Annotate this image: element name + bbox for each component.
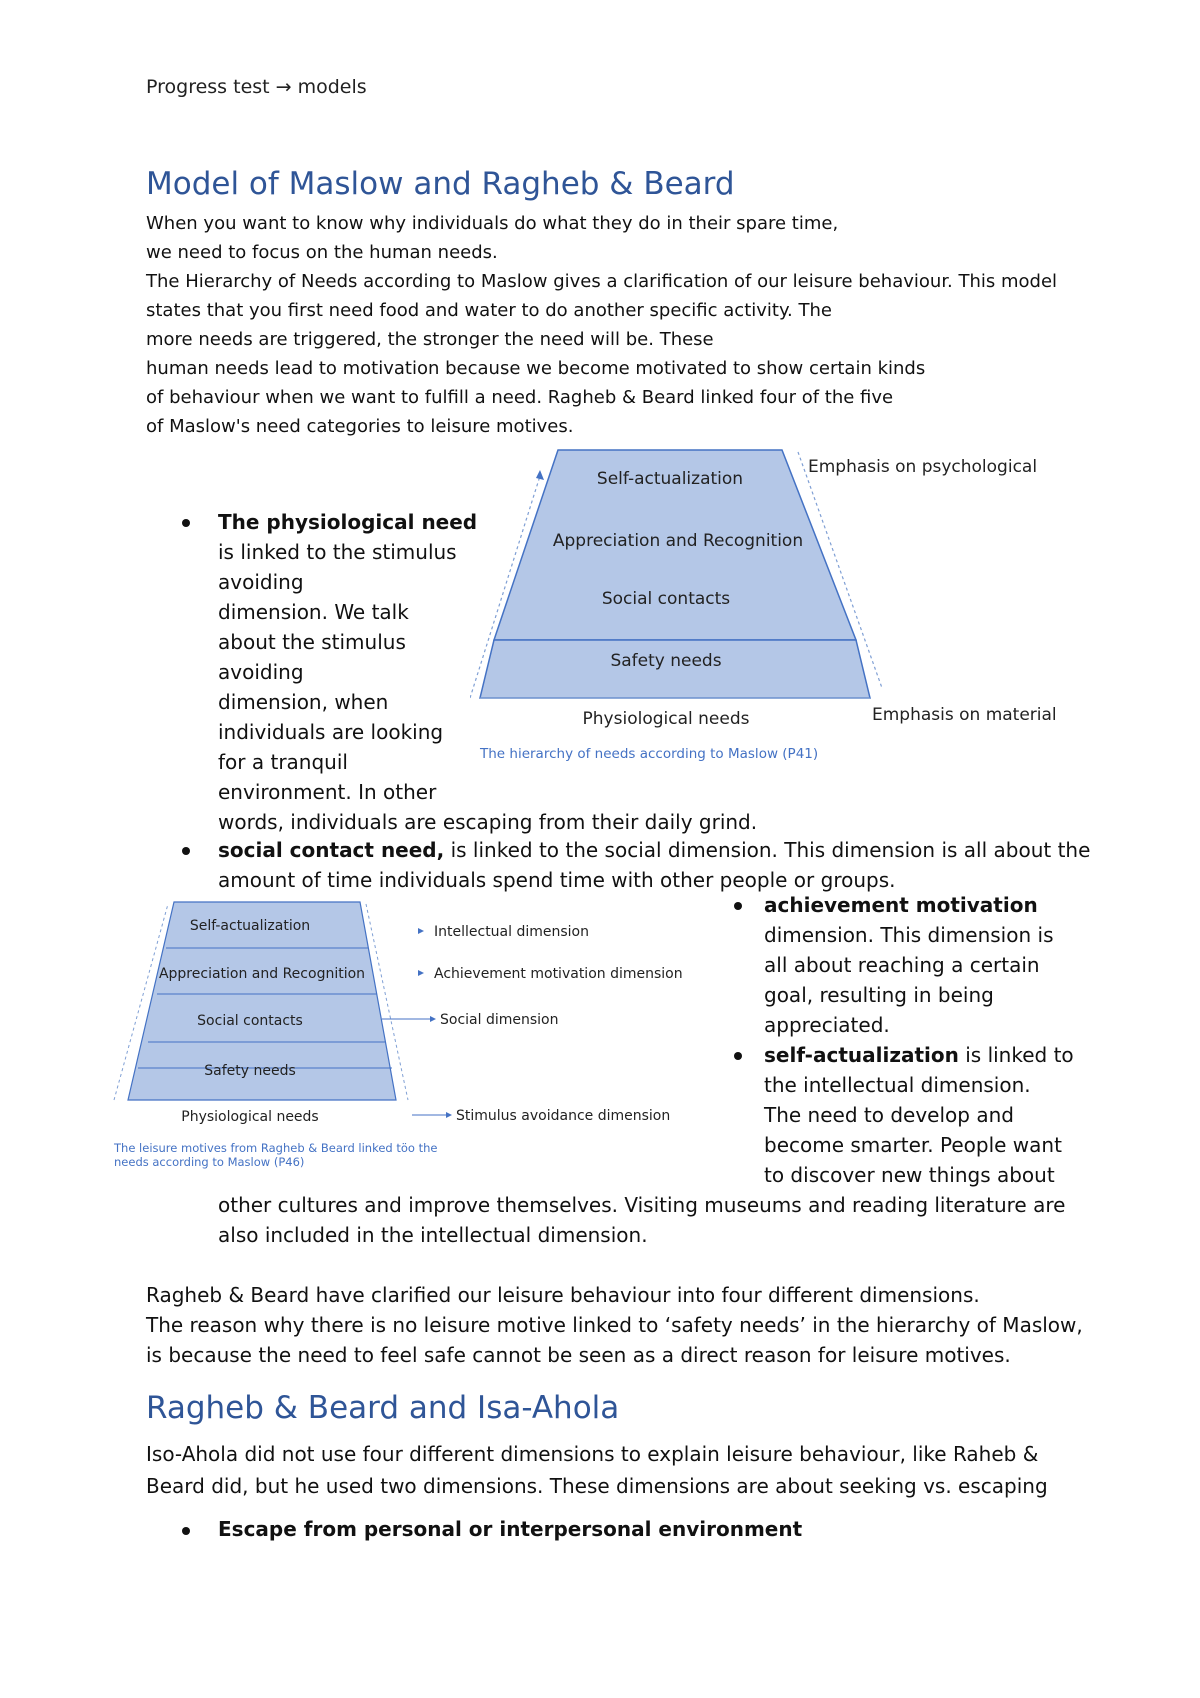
bullet-escape: Escape from personal or interpersonal environment (218, 1517, 803, 1541)
bullet-achievement: achievement motivation dimension. This dimension is all about reaching a certain goal, resulting in being appreciated. (764, 893, 1054, 1037)
intro-line: more needs are triggered, the stronger the need will be. These (146, 329, 714, 350)
dimension-label: Achievement motivation dimension (434, 966, 683, 982)
figure-caption: The hierarchy of needs according to Maslow (P41) (480, 746, 819, 762)
dimension-label: Intellectual dimension (434, 924, 589, 940)
arrow-up-icon (536, 470, 544, 480)
bullet-physiological: The physiological need is linked to the stimulus avoiding dimension. We talk about the stimulus avoiding dimension, when individuals are looking for a tranquil environment. In other words, individuals are escaping from their daily grind. (218, 510, 758, 834)
bullet-dot (182, 847, 190, 855)
intro-line: The Hierarchy of Needs according to Maslow gives a clarification of our leisure behaviour. This model (146, 271, 1058, 292)
bullet-social-contact: social contact need, is linked to the social dimension. This dimension is all about the amount of time individuals spend time with other people or groups. (218, 838, 1091, 892)
bullet-dot (734, 902, 742, 910)
section-title-maslow: Model of Maslow and Ragheb & Beard (146, 166, 735, 202)
ragheb-beard-figure (112, 900, 692, 1180)
intro-line: of behaviour when we want to fulfill a need. Ragheb & Beard linked four of the five (146, 387, 894, 408)
section-title-iso-ahola: Ragheb & Beard and Isa-Ahola (146, 1390, 620, 1426)
page-header: Progress test → models (146, 76, 367, 98)
bullet-self-actualization-cont: other cultures and improve themselves. Visiting museums and reading literature are also included in the intellectual dimension. (218, 1193, 1066, 1247)
intro-line: When you want to know why individuals do what they do in their spare time, (146, 213, 839, 234)
pyramid-level-label: Appreciation and Recognition (158, 966, 366, 982)
pyramid-level-label: Self-actualization (596, 469, 744, 489)
dimension-label: Stimulus avoidance dimension (456, 1108, 671, 1124)
pyramid-level-label: Safety needs (204, 1063, 296, 1079)
figure-caption: needs according to Maslow (P46) (114, 1155, 305, 1169)
dimension-label: Social dimension (440, 1012, 559, 1028)
arrow-right-icon (430, 1016, 436, 1022)
emphasis-material-label: Emphasis on material (872, 705, 1057, 725)
bullet-dot (182, 1527, 190, 1535)
bullet-dot (734, 1052, 742, 1060)
pyramid-level-label: Appreciation and Recognition (552, 531, 804, 551)
pyramid-level-label: Social contacts (197, 1013, 303, 1029)
bullet-bold: The physiological need (218, 510, 478, 534)
bullet-self-actualization: self-actualization is linked to the intellectual dimension. The need to develop and become smarter. People want to discover new things about (764, 1043, 1074, 1187)
arrow-right-icon (418, 928, 424, 934)
summary-paragraph: Ragheb & Beard have clarified our leisure behaviour into four different dimensions. The reason why there is no leisure motive linked to ‘safety needs’ in the hierarchy of Maslow, is because the need to feel safe cannot be seen as a direct reason for leisure motives. (146, 1283, 1083, 1367)
intro-paragraph (146, 209, 1057, 441)
intro-line: we need to focus on the human needs. (146, 242, 498, 263)
bullet-dot (182, 519, 190, 527)
arrow-right-icon (446, 1112, 452, 1118)
pyramid-level-label: Safety needs (610, 651, 722, 671)
intro-line: states that you first need food and water to do another specific activity. The (146, 300, 832, 321)
pyramid-level-label: Physiological needs (582, 709, 750, 729)
arrow-right-icon (418, 970, 424, 976)
intro-line: human needs lead to motivation because we become motivated to show certain kinds (146, 358, 926, 379)
emphasis-psychological-label: Emphasis on psychological (808, 457, 1038, 477)
pyramid-level-label: Physiological needs (181, 1109, 319, 1125)
pyramid-level-label: Self-actualization (189, 918, 311, 934)
section2-paragraph: Iso-Ahola did not use four different dimensions to explain leisure behaviour, like Raheb & Beard did, but he used two dimensions. These dimensions are about seeking vs. escaping (146, 1442, 1048, 1498)
pyramid-level-label: Social contacts (601, 589, 731, 609)
figure-caption: The leisure motives from Ragheb & Beard linked töo the (114, 1141, 438, 1155)
intro-line: of Maslow's need categories to leisure motives. (146, 416, 574, 437)
